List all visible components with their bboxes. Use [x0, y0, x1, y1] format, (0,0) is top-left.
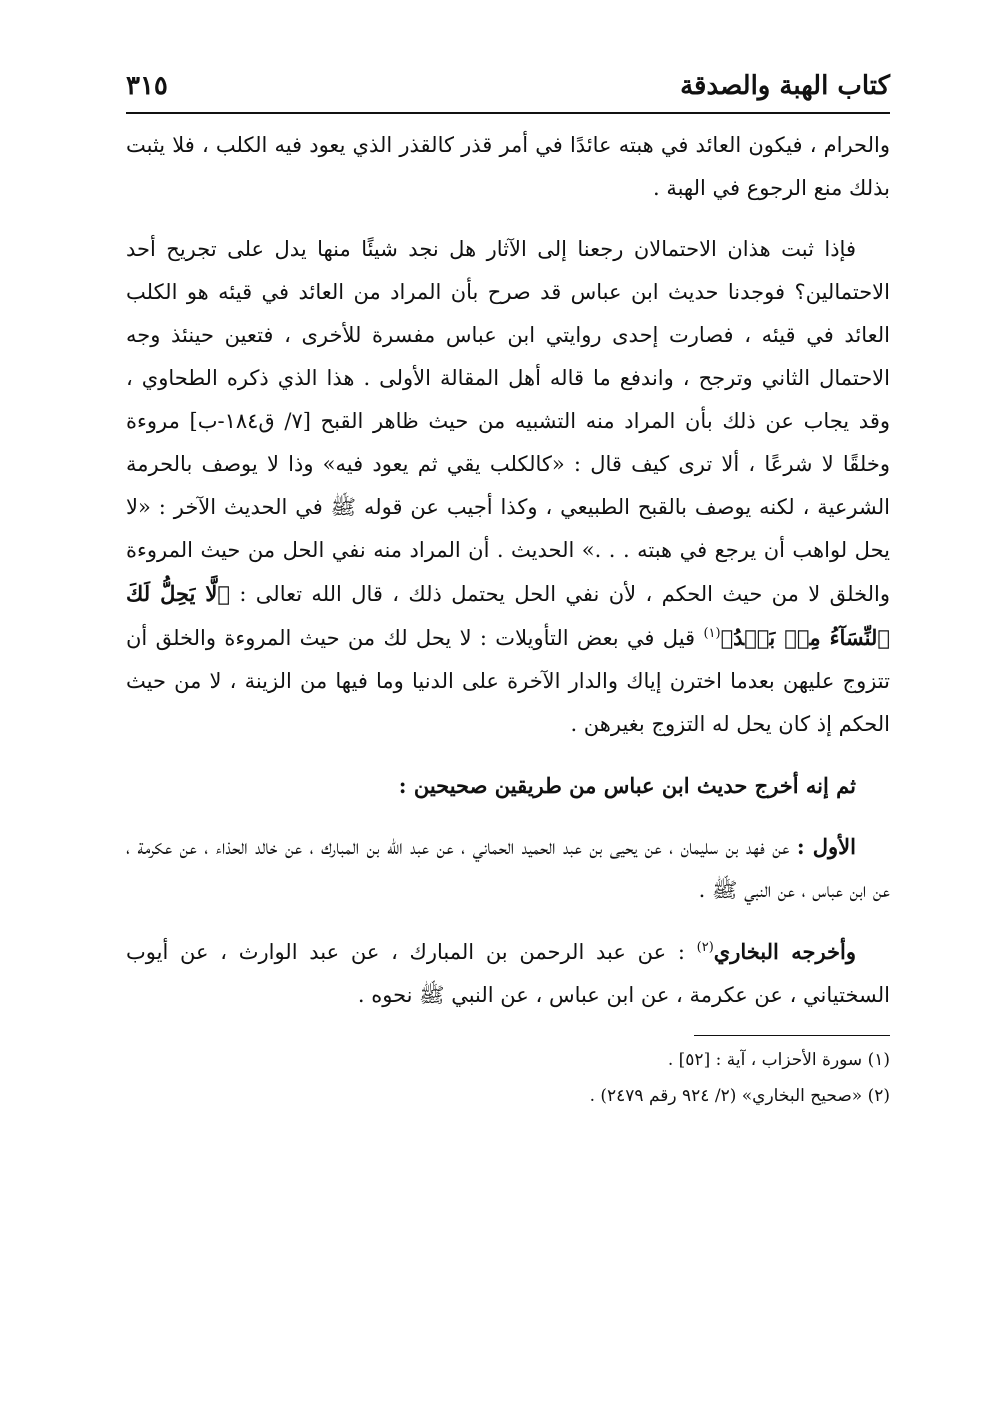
- paragraph-4-text: : عن عبد الرحمن بن المبارك ، عن عبد الوارث ، عن أيوب السختياني ، عن عكرمة ، عن ابن عباس ، عن النبي ﷺ نحوه .: [126, 940, 890, 1007]
- header-rule: [126, 112, 890, 114]
- paragraph-3-lead: الأول :: [796, 834, 856, 859]
- paragraph-1: والحرام ، فيكون العائد في هبته عائدًا في أمر قذر كالقذر الذي يعود فيه الكلب ، فلا يثبت بذلك منع الرجوع في الهبة .: [126, 133, 890, 200]
- book-title: كتاب الهبة والصدقة: [680, 71, 890, 101]
- page-number: ٣١٥: [126, 71, 168, 101]
- paragraph-4-lead: وأخرجه البخاري: [713, 939, 856, 964]
- paragraph-2-text: فإذا ثبت هذان الاحتمالان رجعنا إلى الآثار هل نجد شيئًا منها يدل على تجريح أحد الاحتمالين؟ فوجدنا حديث ابن عباس قد صرح بأن المراد من العائد في قيئه هو الكلب العائد في قيئه ، فصارت إحدى روايتي ابن عباس مفسرة للأخرى ، فتعين حينئذ وجه الاحتمال الثاني وترجح ، واندفع ما قاله أهل المقالة الأولى . هذا الذي ذكره الطحاوي ، وقد يجاب عن ذلك بأن المراد منه التشبيه من حيث ظاهر القبح [٧/ ق١٨٤-ب] مروءة وخلقًا لا شرعًا ، ألا ترى كيف قال : «كالكلب يقي ثم يعود فيه» وذا لا يوصف بالحرمة الشرعية ، لكنه يوصف بالقبح الطبيعي ، وكذا أجيب عن قوله ﷺ في الحديث الآخر : «لا يحل لواهب أن يرجع في هبته . . .» الحديث . أن المراد منه نفي الحل من حيث المروءة والخلق لا من حيث الحكم ، لأن نفي الحل يحتمل ذلك ، قال الله تعالى :: [126, 237, 891, 606]
- footnote-1: (١) سورة الأحزاب ، آية : [٥٢] .: [667, 1050, 890, 1070]
- footnote-2: (٢) «صحيح البخاري» (٢/ ٩٢٤ رقم ٢٤٧٩) .: [589, 1086, 890, 1106]
- quran-verse: ﴿لَّا يَحِلُّ لَكَ ٱلنِّسَآءُ مِنۢ بَعۡدُ﴾: [126, 581, 890, 650]
- page: [126, 60, 890, 1114]
- footnote-ref-2: (٢): [696, 940, 714, 955]
- paragraph-4: [126, 930, 890, 1017]
- paragraph-3-text: عن فهد بن سليمان ، عن يحيى بن عبد الحميد الحماني ، عن عبد الله بن المبارك ، عن خالد الحذاء ، عن عكرمة ، عن ابن عباس ، عن النبي ﷺ .: [126, 835, 890, 902]
- paragraph-2-rest: قيل في بعض التأويلات : لا يحل لك من حيث المروءة والخلق أن تتزوج عليهن بعدما اخترن إياك والدار الآخرة على الدنيا وما فيها من الزينة ، لا من حيث الحكم إذ كان يحل له التزوج بغيرهن .: [126, 626, 890, 736]
- section-heading: ثم إنه أخرج حديث ابن عباس من طريقين صحيحين :: [398, 773, 856, 798]
- footnote-ref-1: (١): [703, 626, 721, 641]
- running-header: [126, 60, 890, 108]
- footnote-rule: [694, 1035, 890, 1036]
- paragraph-3: [126, 825, 890, 912]
- paragraph-2: [126, 228, 890, 746]
